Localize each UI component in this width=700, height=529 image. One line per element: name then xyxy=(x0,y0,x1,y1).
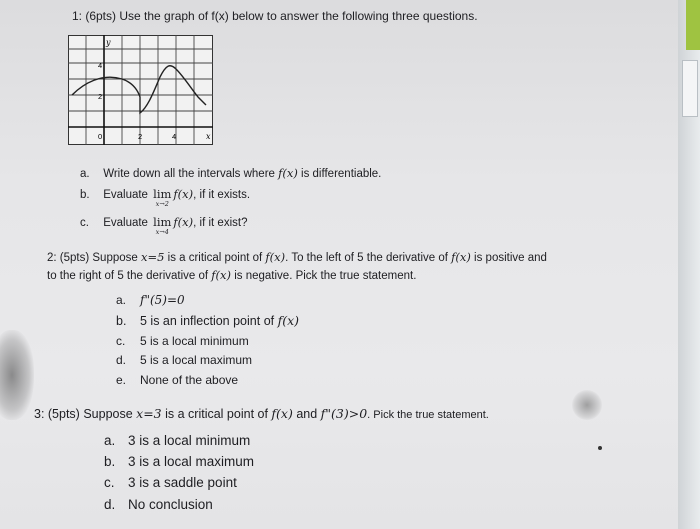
lim-subscript: x→4 xyxy=(155,228,169,236)
page-edge xyxy=(678,0,700,529)
question-3-prompt xyxy=(34,406,489,421)
q1a-math: f(x) xyxy=(278,166,298,180)
question-2-prompt-line1 xyxy=(47,250,547,264)
y-tick-4: 4 xyxy=(98,61,103,70)
q1c-text-end: , if it exist? xyxy=(193,217,248,229)
option-text: 5 is an inflection point of xyxy=(140,314,278,328)
q2-math: f(x) xyxy=(211,268,232,282)
q1c-math: f(x) xyxy=(173,215,194,229)
question-2-option-a xyxy=(116,293,185,307)
question-2-option-b xyxy=(116,313,299,328)
option-label: b. xyxy=(80,189,90,201)
side-sticker xyxy=(682,60,698,117)
option-math: f(x) xyxy=(277,313,300,328)
question-1c xyxy=(80,215,248,236)
q2-text: 2: (5pts) Suppose xyxy=(47,252,141,264)
q2-text: . To the left of 5 the derivative of xyxy=(285,252,452,264)
option-text: 5 is a local maximum xyxy=(140,353,253,367)
q2-text: is negative. Pick the true statement. xyxy=(231,270,417,282)
question-2-option-c xyxy=(116,334,249,348)
option-label: c. xyxy=(116,334,126,348)
x-tick-2: 2 xyxy=(138,132,143,141)
option-label: d. xyxy=(116,353,127,367)
q1b-text: Evaluate xyxy=(103,189,152,201)
lim-word: lim xyxy=(153,187,172,201)
option-label: a. xyxy=(116,293,127,307)
x-axis-label: x xyxy=(206,132,211,141)
q1a-text-end: is differentiable. xyxy=(297,168,382,180)
lim-word: lim xyxy=(153,215,172,229)
question-2-option-d xyxy=(116,353,252,367)
ink-smudge xyxy=(572,390,602,420)
option-label: a. xyxy=(80,168,90,180)
question-1a xyxy=(80,166,381,180)
q3-math: f(x) xyxy=(271,406,293,421)
thumb-smudge xyxy=(0,330,34,420)
option-text: 3 is a saddle point xyxy=(128,475,237,490)
stray-dot xyxy=(598,446,602,450)
question-3-option-a xyxy=(104,433,250,448)
question-1b xyxy=(80,187,251,208)
q3-text: 3: (5pts) Suppose xyxy=(34,407,137,421)
q3-text: is a critical point of xyxy=(161,407,272,421)
y-tick-2: 2 xyxy=(98,92,103,101)
option-label: b. xyxy=(104,454,116,469)
option-label: a. xyxy=(104,433,116,448)
x-tick-0: 0 xyxy=(98,132,103,141)
question-3-option-b xyxy=(104,454,254,469)
question-3-option-d xyxy=(104,497,213,512)
question-2-option-e xyxy=(116,373,238,387)
option-label: c. xyxy=(104,475,115,490)
option-label: e. xyxy=(116,373,127,387)
q3-math: x=3 xyxy=(136,406,162,421)
q1c-text: Evaluate xyxy=(103,217,152,229)
q2-math: f(x) xyxy=(451,250,471,264)
option-text: 3 is a local maximum xyxy=(128,454,255,469)
lim-subscript: x→2 xyxy=(155,200,169,208)
limit-notation xyxy=(153,187,172,208)
q2-math: x=5 xyxy=(140,250,165,264)
option-text: 5 is a local minimum xyxy=(140,334,249,348)
option-text: None of the above xyxy=(140,373,239,387)
option-label: b. xyxy=(116,314,127,328)
q2-text: to the right of 5 the derivative of xyxy=(47,270,212,282)
q1a-text: Write down all the intervals where xyxy=(103,168,279,180)
q2-math: f(x) xyxy=(265,250,286,264)
q1b-text-end: , if it exists. xyxy=(193,189,251,201)
option-label: c. xyxy=(80,217,89,229)
question-1-title: 1: (6pts) Use the graph of f(x) below to answer the following three questions. xyxy=(72,9,478,23)
option-text: No conclusion xyxy=(128,497,213,512)
q1b-math: f(x) xyxy=(173,187,194,201)
x-tick-4: 4 xyxy=(172,132,177,141)
q3-text: and xyxy=(292,407,321,421)
q3-text: . Pick the true statement. xyxy=(367,409,489,421)
question-3-option-c xyxy=(104,475,237,490)
function-graph xyxy=(68,35,213,145)
option-label: d. xyxy=(104,497,116,512)
y-axis-label: y xyxy=(106,38,111,47)
option-text: 3 is a local minimum xyxy=(128,433,251,448)
q2-text: is a critical point of xyxy=(164,252,266,264)
q3-math: f"(3)>0 xyxy=(320,406,368,421)
limit-notation xyxy=(153,215,172,236)
question-2-prompt-line2 xyxy=(47,268,416,282)
option-math: f"(5)=0 xyxy=(140,293,185,307)
q2-text: is positive and xyxy=(470,252,547,264)
green-tab xyxy=(686,0,700,50)
